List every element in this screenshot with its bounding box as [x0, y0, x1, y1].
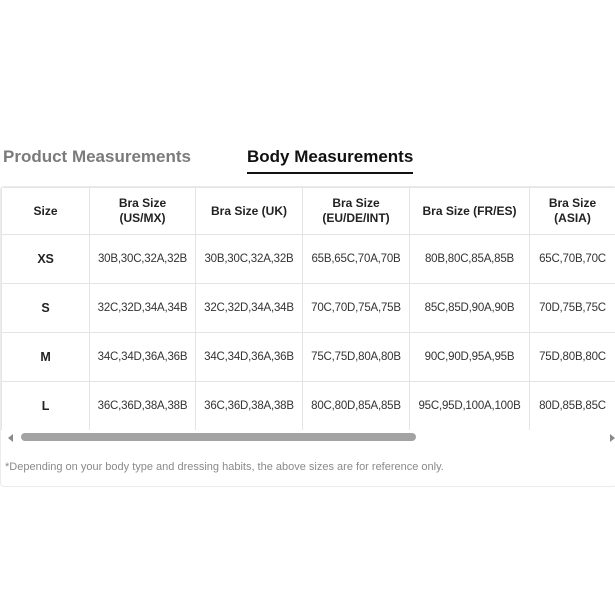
table-row	[2, 333, 615, 382]
size-cell: M	[2, 333, 90, 382]
table-cell: 30B,30C,32A,32B	[90, 235, 196, 284]
size-table-viewport[interactable]	[1, 187, 615, 430]
size-chart-panel	[0, 186, 615, 487]
size-cell: S	[2, 284, 90, 333]
table-row	[2, 235, 615, 284]
scroll-left-arrow-icon[interactable]	[8, 434, 13, 442]
table-cell: 32C,32D,34A,34B	[196, 284, 303, 333]
column-header-us-mx: Bra Size (US/MX)	[90, 188, 196, 235]
table-cell: 90C,90D,95A,95B	[410, 333, 530, 382]
size-table	[1, 187, 615, 430]
reference-note: *Depending on your body type and dressing habits, the above sizes are for reference only.	[5, 461, 444, 473]
column-header-size: Size	[2, 188, 90, 235]
table-cell: 95C,95D,100A,100B	[410, 382, 530, 431]
table-cell: 65B,65C,70A,70B	[303, 235, 410, 284]
measurement-tabs	[0, 143, 615, 175]
table-cell: 80B,80C,85A,85B	[410, 235, 530, 284]
horizontal-scrollbar[interactable]	[1, 432, 615, 446]
table-header-row	[2, 188, 615, 235]
table-cell: 85C,85D,90A,90B	[410, 284, 530, 333]
table-cell: 75C,75D,80A,80B	[303, 333, 410, 382]
table-cell: 75D,80B,80C	[530, 333, 615, 382]
scroll-thumb[interactable]	[21, 433, 416, 441]
table-cell: 80C,80D,85A,85B	[303, 382, 410, 431]
table-row	[2, 284, 615, 333]
tab-body-measurements[interactable]: Body Measurements	[247, 143, 413, 171]
table-cell: 36C,36D,38A,38B	[90, 382, 196, 431]
table-cell: 70D,75B,75C	[530, 284, 615, 333]
column-header-fr-es: Bra Size (FR/ES)	[410, 188, 530, 235]
scroll-right-arrow-icon[interactable]	[610, 434, 615, 442]
size-cell: XS	[2, 235, 90, 284]
column-header-asia: Bra Size (ASIA)	[530, 188, 615, 235]
table-row	[2, 382, 615, 431]
column-header-eu-de-int: Bra Size (EU/DE/INT)	[303, 188, 410, 235]
tab-product-measurements[interactable]: Product Measurements	[3, 147, 191, 166]
table-cell: 30B,30C,32A,32B	[196, 235, 303, 284]
table-cell: 36C,36D,38A,38B	[196, 382, 303, 431]
table-cell: 65C,70B,70C	[530, 235, 615, 284]
table-cell: 32C,32D,34A,34B	[90, 284, 196, 333]
table-cell: 70C,70D,75A,75B	[303, 284, 410, 333]
size-cell: L	[2, 382, 90, 431]
table-cell: 34C,34D,36A,36B	[196, 333, 303, 382]
table-cell: 80D,85B,85C	[530, 382, 615, 431]
table-cell: 34C,34D,36A,36B	[90, 333, 196, 382]
column-header-uk: Bra Size (UK)	[196, 188, 303, 235]
